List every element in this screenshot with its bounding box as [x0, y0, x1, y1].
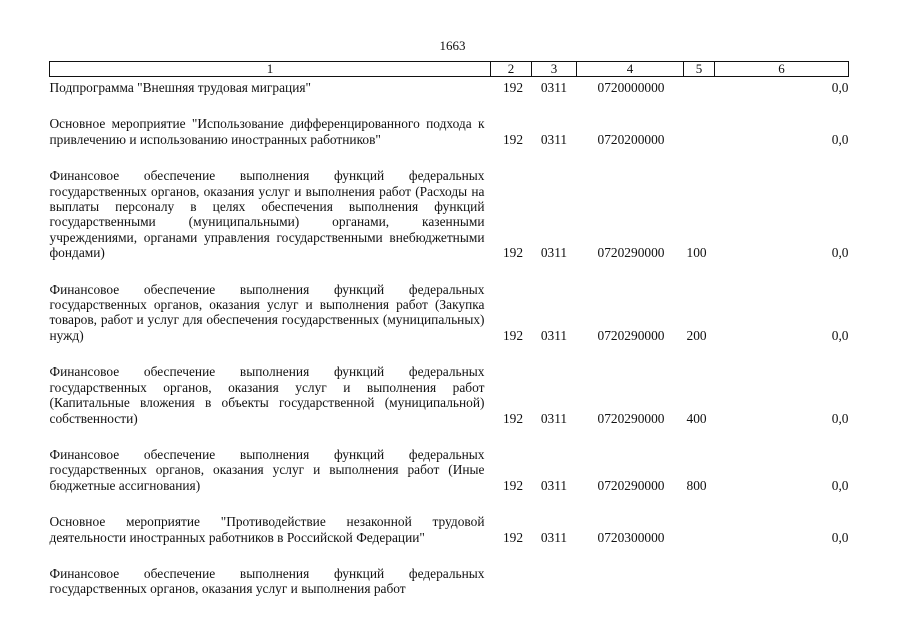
- expense-type-code: 200: [686, 327, 707, 343]
- expense-type-code: [684, 493, 715, 545]
- column-number-header-row: [50, 62, 849, 77]
- amount: 0,0: [831, 80, 849, 95]
- expense-type-code: 800: [686, 477, 707, 493]
- expense-type-code: [684, 95, 715, 147]
- amount: 0,0: [831, 131, 849, 147]
- target-article-code: 0720200000: [597, 131, 665, 147]
- target-article-code: 0720290000: [597, 245, 665, 261]
- amount: 0,0: [831, 245, 849, 261]
- column-header: 6: [715, 62, 849, 77]
- amount: [715, 545, 849, 597]
- amount: 0,0: [831, 410, 849, 426]
- section-code: 0311: [540, 410, 568, 426]
- column-header: 4: [577, 62, 684, 77]
- admin-code: 192: [502, 529, 524, 545]
- row-name: Финансовое обеспечение выполнения функций федеральных государственных органов, оказания услуг и выполнения работ (Закупка товаров, работ и услуг для обеспечения государственных (муниципальных) нужд): [49, 281, 485, 343]
- table-row: [50, 147, 849, 260]
- row-name: Финансовое обеспечение выполнения функций федеральных государственных органов, оказания услуг и выполнения работ: [49, 565, 485, 597]
- row-name: Подпрограмма "Внешняя трудовая миграция": [49, 80, 311, 95]
- admin-code: 192: [502, 477, 524, 493]
- admin-code: 192: [502, 245, 524, 261]
- section-code: 0311: [540, 529, 568, 545]
- row-name: Основное мероприятие "Противодействие незаконной трудовой деятельности иностранных работников в Российской Федерации": [49, 514, 485, 545]
- target-article-code: [577, 545, 684, 597]
- target-article-code: 0720290000: [597, 410, 665, 426]
- expense-type-code: [684, 77, 715, 96]
- admin-code: 192: [502, 131, 524, 147]
- table-row: [50, 261, 849, 344]
- target-article-code: 0720000000: [597, 80, 665, 95]
- admin-code: 192: [502, 410, 524, 426]
- section-code: 0311: [540, 131, 568, 147]
- column-header: 3: [532, 62, 577, 77]
- target-article-code: 0720300000: [597, 529, 665, 545]
- table-row: [50, 343, 849, 426]
- table-row: [50, 493, 849, 545]
- section-code: 0311: [540, 245, 568, 261]
- section-code: 0311: [540, 477, 568, 493]
- table-row: [50, 95, 849, 147]
- amount: 0,0: [831, 327, 849, 343]
- amount: 0,0: [831, 477, 849, 493]
- admin-code: [491, 545, 532, 597]
- column-header: 1: [50, 62, 491, 77]
- section-code: 0311: [540, 327, 568, 343]
- expense-type-code: [684, 545, 715, 597]
- page-number: 1663: [439, 38, 466, 53]
- section-code: [532, 545, 577, 597]
- section-code: 0311: [540, 80, 568, 95]
- table-row: [50, 426, 849, 493]
- expense-type-code: 400: [686, 410, 707, 426]
- expense-type-code: 100: [686, 245, 707, 261]
- table-row: [50, 545, 849, 597]
- row-name: Финансовое обеспечение выполнения функций федеральных государственных органов, оказания услуг и выполнения работ (Расходы на выплаты персоналу в целях обеспечения выполнения функций государственными (муниципальными) органами, казенными учреждениями, органами управления государственными внебюджетными фондами): [49, 168, 485, 261]
- admin-code: 192: [502, 80, 524, 95]
- row-name: Финансовое обеспечение выполнения функций федеральных государственных органов, оказания услуг и выполнения работ (Иные бюджетные ассигнования): [49, 446, 485, 493]
- amount: 0,0: [831, 529, 849, 545]
- column-header: 2: [491, 62, 532, 77]
- target-article-code: 0720290000: [597, 327, 665, 343]
- row-name: Основное мероприятие "Использование дифференцированного подхода к привлечению и использованию иностранных работников": [49, 116, 485, 147]
- table-row: [50, 77, 849, 96]
- row-name: Финансовое обеспечение выполнения функций федеральных государственных органов, оказания услуг и выполнения работ (Капитальные вложения в объекты государственной (муниципальной) собственности): [49, 364, 485, 426]
- target-article-code: 0720290000: [597, 477, 665, 493]
- admin-code: 192: [502, 327, 524, 343]
- column-header: 5: [684, 62, 715, 77]
- budget-table: [49, 61, 849, 597]
